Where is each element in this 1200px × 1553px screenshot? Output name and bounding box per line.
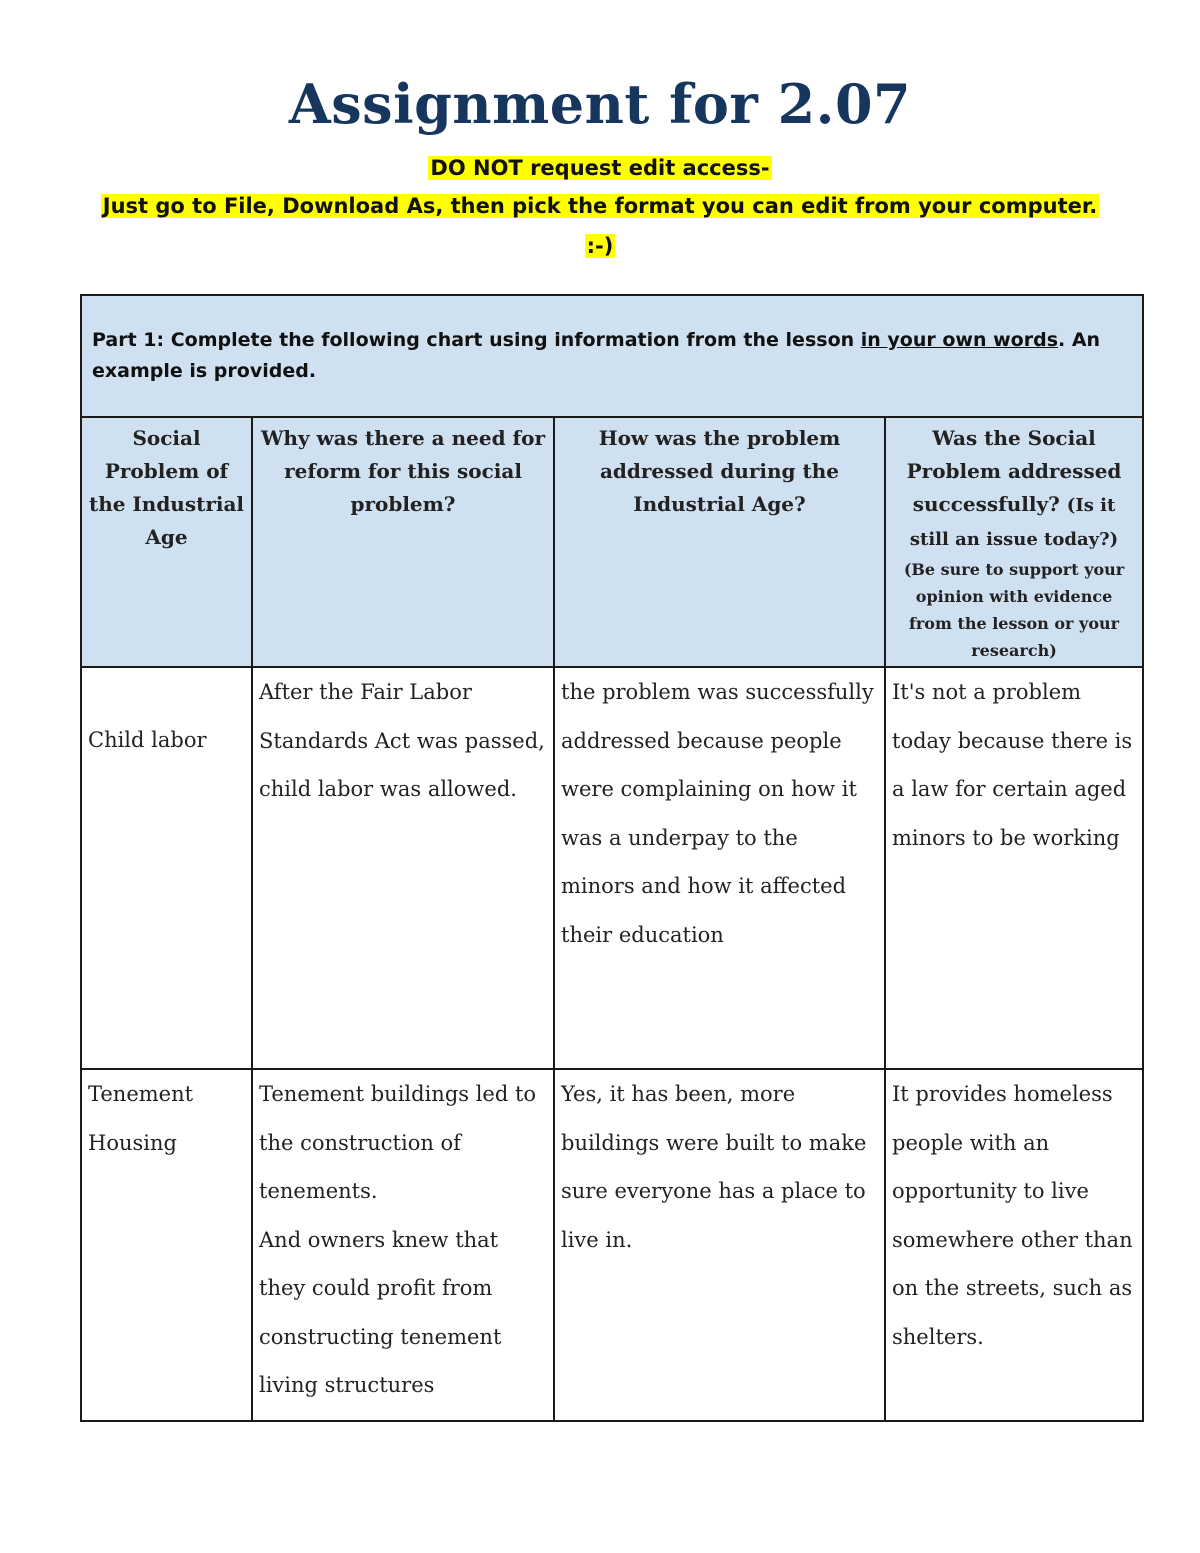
cell-success xyxy=(885,667,1143,1069)
part-instructions xyxy=(81,295,1143,417)
cell-problem-text: Child labor xyxy=(88,728,207,752)
cell-addressed-text: the problem was successfully addressed because people were complaining on how it was a underpay to the minors and how it affected their education xyxy=(561,680,874,947)
notice-line-2 xyxy=(0,194,1200,218)
assignment-chart xyxy=(80,294,1144,1422)
cell-problem-text: Tenement Housing xyxy=(88,1082,194,1155)
header-col2-text: Why was there a need for reform for this social problem? xyxy=(260,426,546,516)
cell-success xyxy=(885,1069,1143,1421)
header-row xyxy=(81,417,1143,667)
cell-need-text-a: Tenement buildings led to the construction of tenements. xyxy=(259,1082,537,1203)
cell-addressed-text: Yes, it has been, more buildings were built to make sure everyone has a place to live in. xyxy=(561,1082,867,1252)
part-row xyxy=(81,295,1143,417)
page-title: Assignment for 2.07 xyxy=(288,72,912,136)
header-col4-note: (Be sure to support your opinion with evidence from the lesson or your research) xyxy=(903,560,1125,660)
cell-problem xyxy=(81,1069,252,1421)
part-prefix: Part 1: Complete the following chart using information from the lesson xyxy=(92,329,861,351)
notice-line-1-text: DO NOT request edit access- xyxy=(430,156,770,180)
notice-line-2-text: Just go to File, Download As, then pick the format you can edit from your computer. xyxy=(102,194,1098,218)
header-how-addressed xyxy=(554,417,885,667)
header-col1-text: Social Problem of the Industrial Age xyxy=(88,426,245,549)
cell-problem xyxy=(81,667,252,1069)
notice-line-3 xyxy=(0,234,1200,258)
header-col4-question: (Is it still an issue today?) xyxy=(909,495,1119,550)
cell-success-text: It provides homeless people with an opportunity to live somewhere other than on the streets, such as shelters. xyxy=(892,1082,1133,1349)
cell-need-text-b: And owners knew that they could profit from constructing tenement living structures xyxy=(259,1227,502,1397)
cell-need-text: After the Fair Labor Standards Act was passed, child labor was allowed. xyxy=(259,680,545,801)
cell-need xyxy=(252,1069,554,1421)
cell-addressed xyxy=(554,667,885,1069)
notice-line-1 xyxy=(0,156,1200,180)
table-row xyxy=(81,1069,1143,1421)
header-col3-text: How was the problem addressed during the Industrial Age? xyxy=(598,426,841,516)
header-col4-main: Was the Social Problem addressed successfully? xyxy=(906,426,1122,516)
cell-success-text: It's not a problem today because there is a law for certain aged minors to be working xyxy=(892,680,1133,850)
cell-need xyxy=(252,667,554,1069)
header-need-for-reform xyxy=(252,417,554,667)
header-success xyxy=(885,417,1143,667)
part-underlined: in your own words xyxy=(860,329,1059,351)
part-suffix: . An example is provided. xyxy=(92,329,1101,382)
table-row xyxy=(81,667,1143,1069)
cell-addressed xyxy=(554,1069,885,1421)
header-social-problem xyxy=(81,417,252,667)
notice-line-3-text: :-) xyxy=(586,234,614,258)
